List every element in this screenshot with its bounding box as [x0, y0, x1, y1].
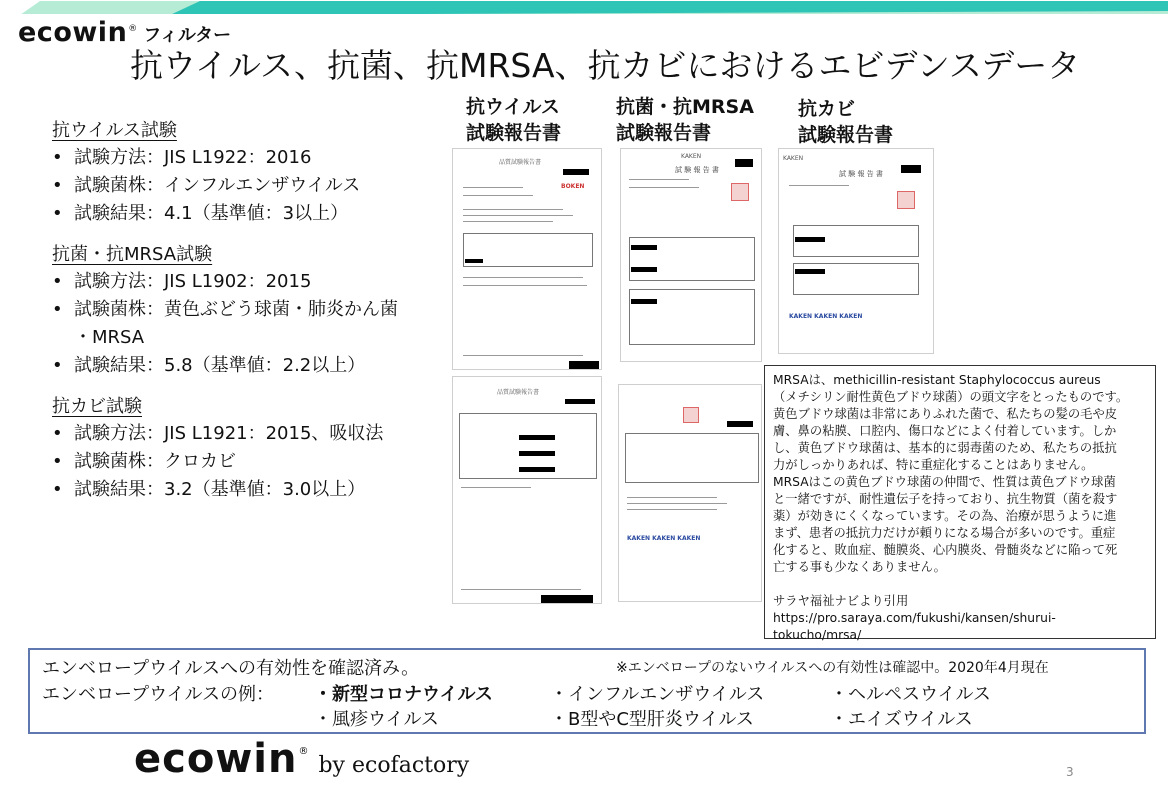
registered-mark: ® [128, 24, 138, 34]
antifungal-section [52, 394, 442, 504]
section-title: 抗カビ試験 [52, 396, 142, 417]
example-item: ・エイズウイルス [830, 709, 973, 730]
report-heading-antifungal [798, 96, 893, 148]
redaction [519, 451, 555, 456]
doc-logo-row: KAKEN KAKEN KAKEN [627, 535, 701, 542]
example-item: ・風疹ウイルス [314, 709, 439, 730]
mrsa-text-line: まず、患者の抵抗力だけが頼りになる場合が多いのです。重症 [773, 526, 1116, 540]
envelope-note: ※エンベロープのないウイルスへの有効性は確認中。2020年4月現在 [616, 660, 1049, 676]
test-summary [52, 118, 442, 518]
doc-caption: 試 験 報 告 書 [839, 170, 883, 178]
bullet-item: • 試験方法：JIS L1922：2016 [52, 144, 442, 172]
doc-logo-row: KAKEN KAKEN KAKEN [789, 313, 863, 320]
antiviral-section [52, 118, 442, 228]
bullet-item: • 試験菌株：インフルエンザウイルス [52, 172, 442, 200]
mrsa-text-line: 黄色ブドウ球菌は非常にありふれた菌で、私たちの髪の毛や皮 [773, 407, 1118, 421]
section-title: 抗ウイルス試験 [52, 120, 177, 141]
report-heading-line: 抗カビ [798, 98, 856, 120]
doc-table [625, 433, 759, 483]
antifungal-report-page [778, 148, 934, 354]
redaction [465, 259, 483, 263]
bullet-list [52, 268, 442, 380]
mrsa-text-line: 化すると、敗血症、髄膜炎、心内膜炎、骨髄炎などに陥って死 [773, 543, 1118, 557]
doc-caption: 品質試験報告書 [497, 389, 540, 396]
redaction [795, 237, 825, 242]
envelope-virus-box [28, 648, 1146, 734]
redaction [631, 267, 657, 272]
bullet-item: • 試験方法：JIS L1902：2015 [52, 268, 442, 296]
mrsa-text-line: 亡する事も少なくありません。 [773, 560, 946, 574]
redaction [563, 169, 589, 175]
bullet-item: • 試験結果：3.2（基準値：3.0以上） [52, 476, 442, 504]
mrsa-source-url: https://pro.saraya.com/fukushi/kansen/shurui- [773, 611, 1056, 625]
report-heading-line: 試験報告書 [798, 124, 894, 146]
mrsa-text-line: 薬）が効きにくくなっています。その為、治療が思うように進 [773, 509, 1117, 523]
example-item [314, 680, 493, 706]
registered-mark: ® [298, 746, 309, 757]
brand-logo: ecowin [134, 736, 298, 782]
brand-subtitle: フィルター [143, 25, 232, 46]
redaction [631, 245, 657, 250]
doc-logo: KAKEN [783, 155, 804, 162]
doc-table [629, 289, 755, 345]
doc-table [793, 263, 919, 295]
bullet-item: • 試験方法：JIS L1921：2015、吸収法 [52, 420, 442, 448]
envelope-confirmed-text: エンベロープウイルスへの有効性を確認済み。 [42, 658, 420, 679]
mrsa-source-url: tokucho/mrsa/ [773, 628, 862, 642]
bullet-list [52, 420, 442, 504]
example-item-highlight: ・新型コロナウイルス [314, 684, 493, 705]
example-item: ・B型やC型肝炎ウイルス [550, 709, 754, 730]
antibacterial-report-page1 [620, 148, 762, 362]
band-shape [0, 1, 1168, 14]
redaction [519, 467, 555, 472]
redaction [541, 595, 593, 604]
example-item: ・インフルエンザウイルス [550, 684, 765, 705]
redaction [735, 159, 753, 167]
bullet-list [52, 144, 442, 228]
doc-caption: 品質試験報告書 [499, 159, 542, 166]
doc-caption: 試 験 報 告 書 [675, 166, 719, 174]
bullet-item: • 試験結果：4.1（基準値：3以上） [52, 200, 442, 228]
doc-logo: KAKEN [681, 153, 702, 160]
antibacterial-report-page2 [618, 384, 762, 602]
mrsa-text-line: と一緒ですが、耐性遺伝子を持っており、抗生物質（菌を殺す [773, 492, 1118, 506]
bullet-item: • 試験菌株：クロカビ [52, 448, 442, 476]
redaction [727, 421, 753, 427]
redaction [519, 435, 555, 440]
antiviral-report-page2 [452, 376, 602, 604]
page-title: 抗ウイルス、抗菌、抗MRSA、抗カビにおけるエビデンスデータ [130, 46, 1081, 85]
brand-logo: ecowin [18, 17, 128, 48]
redaction [569, 361, 599, 369]
antiviral-report-page1 [452, 148, 602, 370]
mrsa-text-line: 力がしっかりあれば、特に重症化することはありません。 [773, 458, 1094, 472]
doc-logo: BOKEN [561, 183, 585, 190]
redaction [795, 269, 825, 274]
bullet-item: • 試験結果：5.8（基準値：2.2以上） [52, 352, 442, 380]
redaction [631, 299, 657, 304]
mrsa-text-line: （メチシリン耐性黄色ブドウ球菌）の頭文字をとったものです。 [773, 390, 1129, 404]
brand-byline: by ecofactory [318, 753, 470, 778]
report-heading-antibacterial [616, 94, 754, 146]
bullet-item: • 試験菌株：黄色ぶどう球菌・肺炎かん菌 [52, 296, 442, 324]
mrsa-source-label: サラヤ福祉ナビより引用 [773, 594, 909, 608]
report-heading-line: 抗ウイルス [466, 96, 560, 118]
mrsa-text-line: MRSAはこの黄色ブドウ球菌の仲間で、性質は黄色ブドウ球菌 [773, 475, 1116, 489]
mrsa-text-line: 膚、鼻の粘膜、口腔内、傷口などによく付着しています。しか [773, 424, 1117, 438]
report-heading-line: 抗菌・抗MRSA [616, 96, 754, 118]
redaction [565, 399, 595, 404]
example-item: ・ヘルペスウイルス [830, 684, 991, 705]
report-heading-line: 試験報告書 [466, 122, 562, 144]
report-heading-antiviral [466, 94, 561, 146]
page-number: 3 [1066, 765, 1074, 779]
mrsa-explanation-box [764, 365, 1156, 642]
antibacterial-section [52, 242, 442, 380]
examples-label: エンベロープウイルスの例： [42, 684, 275, 705]
doc-table [629, 237, 755, 281]
top-decorative-band [0, 0, 1168, 14]
bullet-continuation: ・MRSA [74, 327, 145, 348]
report-heading-line: 試験報告書 [616, 122, 712, 144]
brand-footer [134, 734, 469, 784]
mrsa-text-line: し、黄色ブドウ球菌は、基本的に弱毒菌のため、私たちの抵抗 [773, 441, 1117, 455]
section-title: 抗菌・抗MRSA試験 [52, 244, 213, 265]
redaction [901, 165, 921, 173]
mrsa-text-line: MRSAは、methicillin‐resistant Staphylococcus aureus [773, 373, 1101, 387]
